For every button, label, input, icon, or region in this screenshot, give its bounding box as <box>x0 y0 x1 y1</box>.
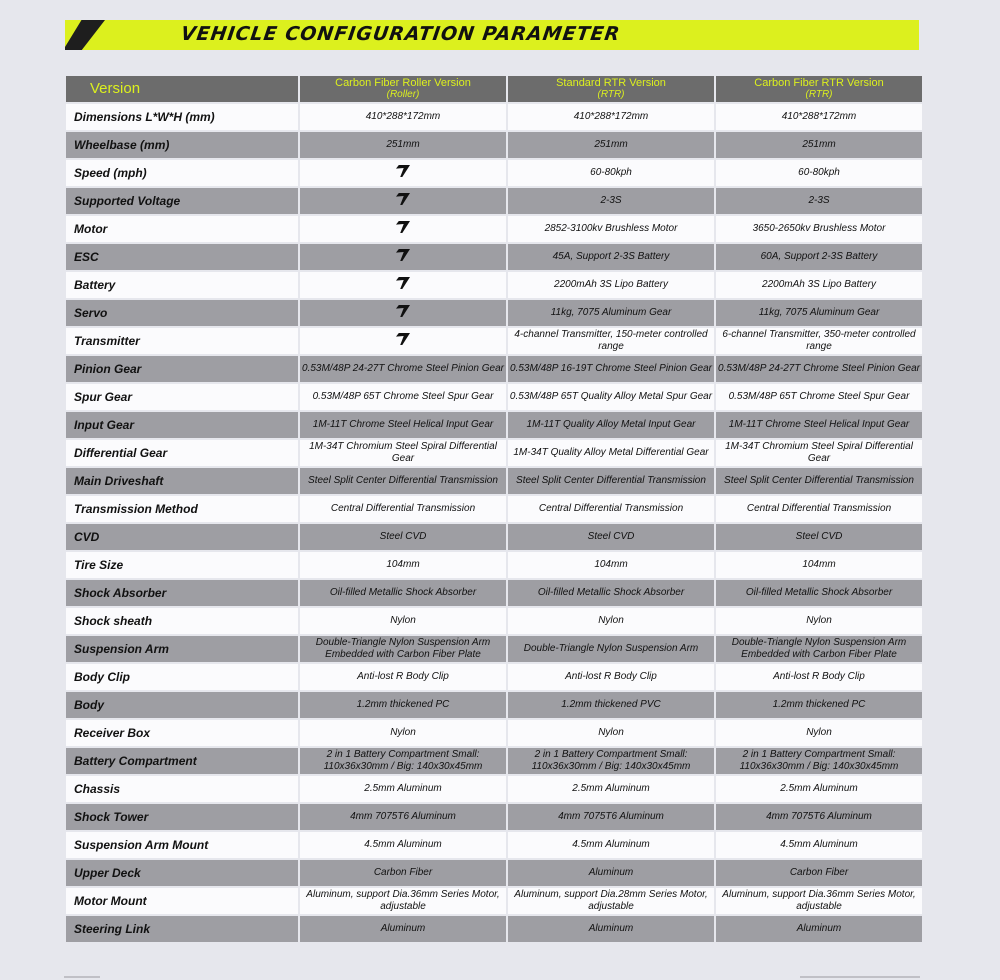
table-cell: Aluminum <box>508 916 714 942</box>
table-cell: Steel CVD <box>508 524 714 550</box>
table-row <box>66 636 922 662</box>
table-row <box>66 244 922 270</box>
table-cell: Oil-filled Metallic Shock Absorber <box>300 580 506 606</box>
table-cell: 1M-11T Quality Alloy Metal Input Gear <box>508 412 714 438</box>
row-label: Receiver Box <box>66 720 298 746</box>
table-cell: Steel Split Center Differential Transmission <box>716 468 922 494</box>
row-label: Transmitter <box>66 328 298 354</box>
table-cell <box>300 328 506 354</box>
spec-table <box>64 74 924 944</box>
row-label: Pinion Gear <box>66 356 298 382</box>
table-cell: Nylon <box>300 608 506 634</box>
table-cell: Steel Split Center Differential Transmission <box>508 468 714 494</box>
table-cell: 2852-3100kv Brushless Motor <box>508 216 714 242</box>
column-name: Carbon Fiber Roller Version <box>335 77 471 89</box>
row-label: Upper Deck <box>66 860 298 886</box>
column-header-roller <box>300 76 506 102</box>
table-row <box>66 356 922 382</box>
table-row <box>66 916 922 942</box>
row-label: Main Driveshaft <box>66 468 298 494</box>
row-label: Servo <box>66 300 298 326</box>
table-cell: 4.5mm Aluminum <box>508 832 714 858</box>
table-cell: 1.2mm thickened PC <box>716 692 922 718</box>
table-row <box>66 608 922 634</box>
table-cell: 0.53M/48P 65T Chrome Steel Spur Gear <box>716 384 922 410</box>
table-row <box>66 888 922 914</box>
table-cell: Nylon <box>716 720 922 746</box>
table-cell: Anti-lost R Body Clip <box>300 664 506 690</box>
table-cell: 2.5mm Aluminum <box>508 776 714 802</box>
column-sub: (Roller) <box>386 89 420 100</box>
page-title: VEHICLE CONFIGURATION PARAMETER <box>179 23 622 45</box>
table-cell: Steel CVD <box>716 524 922 550</box>
table-cell: 1M-34T Quality Alloy Metal Differential Gear <box>508 440 714 466</box>
table-cell: 4.5mm Aluminum <box>300 832 506 858</box>
column-sub: (RTR) <box>597 89 625 100</box>
table-cell: 11kg, 7075 Aluminum Gear <box>508 300 714 326</box>
table-cell: 2-3S <box>716 188 922 214</box>
table-cell: 0.53M/48P 24-27T Chrome Steel Pinion Gear <box>300 356 506 382</box>
table-cell: 251mm <box>716 132 922 158</box>
table-cell: Aluminum, support Dia.36mm Series Motor, adjustable <box>300 888 506 914</box>
table-cell: Aluminum, support Dia.36mm Series Motor, adjustable <box>716 888 922 914</box>
table-cell <box>300 300 506 326</box>
table-cell: 60A, Support 2-3S Battery <box>716 244 922 270</box>
table-cell: Carbon Fiber <box>716 860 922 886</box>
table-cell: Double-Triangle Nylon Suspension Arm <box>508 636 714 662</box>
row-label: Supported Voltage <box>66 188 298 214</box>
not-applicable-icon <box>396 305 410 317</box>
table-cell: 1M-11T Chrome Steel Helical Input Gear <box>300 412 506 438</box>
table-cell: 60-80kph <box>508 160 714 186</box>
row-label: Shock sheath <box>66 608 298 634</box>
table-cell: 0.53M/48P 24-27T Chrome Steel Pinion Gear <box>716 356 922 382</box>
not-applicable-icon <box>396 277 410 289</box>
row-label: Suspension Arm Mount <box>66 832 298 858</box>
row-label: Body <box>66 692 298 718</box>
table-cell: Double-Triangle Nylon Suspension Arm Embedded with Carbon Fiber Plate <box>716 636 922 662</box>
table-row <box>66 720 922 746</box>
column-name: Carbon Fiber RTR Version <box>754 77 884 89</box>
table-cell: 2 in 1 Battery Compartment Small: 110x36x30mm / Big: 140x30x45mm <box>716 748 922 774</box>
table-cell: 0.53M/48P 16-19T Chrome Steel Pinion Gear <box>508 356 714 382</box>
row-label: Speed (mph) <box>66 160 298 186</box>
table-cell: Aluminum <box>508 860 714 886</box>
table-cell: Aluminum, support Dia.28mm Series Motor, adjustable <box>508 888 714 914</box>
table-cell: Nylon <box>300 720 506 746</box>
table-cell: Steel CVD <box>300 524 506 550</box>
not-applicable-icon <box>396 249 410 261</box>
table-cell: 4-channel Transmitter, 150-meter controlled range <box>508 328 714 354</box>
table-cell: 4mm 7075T6 Aluminum <box>508 804 714 830</box>
table-cell: Anti-lost R Body Clip <box>508 664 714 690</box>
table-cell: 11kg, 7075 Aluminum Gear <box>716 300 922 326</box>
table-row <box>66 300 922 326</box>
table-row <box>66 692 922 718</box>
table-cell: 104mm <box>508 552 714 578</box>
column-header-carbon-rtr <box>716 76 922 102</box>
table-cell: 1M-11T Chrome Steel Helical Input Gear <box>716 412 922 438</box>
table-cell: 0.53M/48P 65T Quality Alloy Metal Spur Gear <box>508 384 714 410</box>
table-cell: 4mm 7075T6 Aluminum <box>716 804 922 830</box>
table-cell: Nylon <box>508 720 714 746</box>
table-cell: Central Differential Transmission <box>300 496 506 522</box>
table-row <box>66 440 922 466</box>
row-label: Motor Mount <box>66 888 298 914</box>
table-row <box>66 496 922 522</box>
table-cell: 2.5mm Aluminum <box>716 776 922 802</box>
table-row <box>66 664 922 690</box>
table-cell <box>300 188 506 214</box>
table-row <box>66 160 922 186</box>
table-row <box>66 580 922 606</box>
table-cell: 60-80kph <box>716 160 922 186</box>
not-applicable-icon <box>396 165 410 177</box>
table-cell: Carbon Fiber <box>300 860 506 886</box>
table-cell <box>300 216 506 242</box>
table-cell: 1M-34T Chromium Steel Spiral Differential Gear <box>300 440 506 466</box>
table-row <box>66 132 922 158</box>
table-cell: Aluminum <box>300 916 506 942</box>
table-row <box>66 412 922 438</box>
footer-divider <box>800 976 920 978</box>
row-label: Input Gear <box>66 412 298 438</box>
table-row <box>66 272 922 298</box>
table-cell: 4mm 7075T6 Aluminum <box>300 804 506 830</box>
row-label: Differential Gear <box>66 440 298 466</box>
row-label: Suspension Arm <box>66 636 298 662</box>
table-row <box>66 860 922 886</box>
table-row <box>66 328 922 354</box>
table-cell: 6-channel Transmitter, 350-meter controlled range <box>716 328 922 354</box>
row-label: Chassis <box>66 776 298 802</box>
row-label: CVD <box>66 524 298 550</box>
table-cell: Steel Split Center Differential Transmission <box>300 468 506 494</box>
table-row <box>66 832 922 858</box>
table-row <box>66 468 922 494</box>
column-header-standard-rtr <box>508 76 714 102</box>
table-row <box>66 216 922 242</box>
table-cell: 0.53M/48P 65T Chrome Steel Spur Gear <box>300 384 506 410</box>
table-cell: 410*288*172mm <box>508 104 714 130</box>
row-label: Transmission Method <box>66 496 298 522</box>
column-sub: (RTR) <box>805 89 833 100</box>
table-cell: Double-Triangle Nylon Suspension Arm Embedded with Carbon Fiber Plate <box>300 636 506 662</box>
table-cell: Nylon <box>508 608 714 634</box>
table-cell <box>300 244 506 270</box>
not-applicable-icon <box>396 333 410 345</box>
table-cell: 251mm <box>300 132 506 158</box>
table-cell: Aluminum <box>716 916 922 942</box>
version-header: Version <box>66 76 298 102</box>
table-cell: 4.5mm Aluminum <box>716 832 922 858</box>
table-cell: Oil-filled Metallic Shock Absorber <box>716 580 922 606</box>
row-label: Dimensions L*W*H (mm) <box>66 104 298 130</box>
table-cell: 2-3S <box>508 188 714 214</box>
table-cell: 2.5mm Aluminum <box>300 776 506 802</box>
row-label: Body Clip <box>66 664 298 690</box>
table-cell: Anti-lost R Body Clip <box>716 664 922 690</box>
table-cell: 2200mAh 3S Lipo Battery <box>508 272 714 298</box>
table-cell: 2 in 1 Battery Compartment Small: 110x36x30mm / Big: 140x30x45mm <box>508 748 714 774</box>
table-cell <box>300 160 506 186</box>
table-cell: 2 in 1 Battery Compartment Small: 110x36x30mm / Big: 140x30x45mm <box>300 748 506 774</box>
table-cell: 45A, Support 2-3S Battery <box>508 244 714 270</box>
table-cell: 1M-34T Chromium Steel Spiral Differential Gear <box>716 440 922 466</box>
header-row <box>66 76 922 102</box>
row-label: ESC <box>66 244 298 270</box>
row-label: Battery Compartment <box>66 748 298 774</box>
row-label: Steering Link <box>66 916 298 942</box>
table-cell: 410*288*172mm <box>300 104 506 130</box>
table-row <box>66 188 922 214</box>
row-label: Motor <box>66 216 298 242</box>
row-label: Spur Gear <box>66 384 298 410</box>
column-name: Standard RTR Version <box>556 77 666 89</box>
table-cell: 410*288*172mm <box>716 104 922 130</box>
table-cell: 104mm <box>716 552 922 578</box>
table-row <box>66 104 922 130</box>
not-applicable-icon <box>396 193 410 205</box>
table-cell: 3650-2650kv Brushless Motor <box>716 216 922 242</box>
footer-divider <box>64 976 100 978</box>
table-cell: Nylon <box>716 608 922 634</box>
table-row <box>66 748 922 774</box>
table-cell: 2200mAh 3S Lipo Battery <box>716 272 922 298</box>
table-cell <box>300 272 506 298</box>
table-cell: Oil-filled Metallic Shock Absorber <box>508 580 714 606</box>
table-cell: 1.2mm thickened PVC <box>508 692 714 718</box>
table-cell: 1.2mm thickened PC <box>300 692 506 718</box>
title-banner <box>65 20 919 50</box>
table-cell: 104mm <box>300 552 506 578</box>
table-row <box>66 384 922 410</box>
row-label: Shock Tower <box>66 804 298 830</box>
row-label: Wheelbase (mm) <box>66 132 298 158</box>
table-row <box>66 776 922 802</box>
table-cell: 251mm <box>508 132 714 158</box>
not-applicable-icon <box>396 221 410 233</box>
table-cell: Central Differential Transmission <box>508 496 714 522</box>
table-row <box>66 804 922 830</box>
table-cell: Central Differential Transmission <box>716 496 922 522</box>
row-label: Battery <box>66 272 298 298</box>
row-label: Shock Absorber <box>66 580 298 606</box>
table-row <box>66 552 922 578</box>
row-label: Tire Size <box>66 552 298 578</box>
table-row <box>66 524 922 550</box>
